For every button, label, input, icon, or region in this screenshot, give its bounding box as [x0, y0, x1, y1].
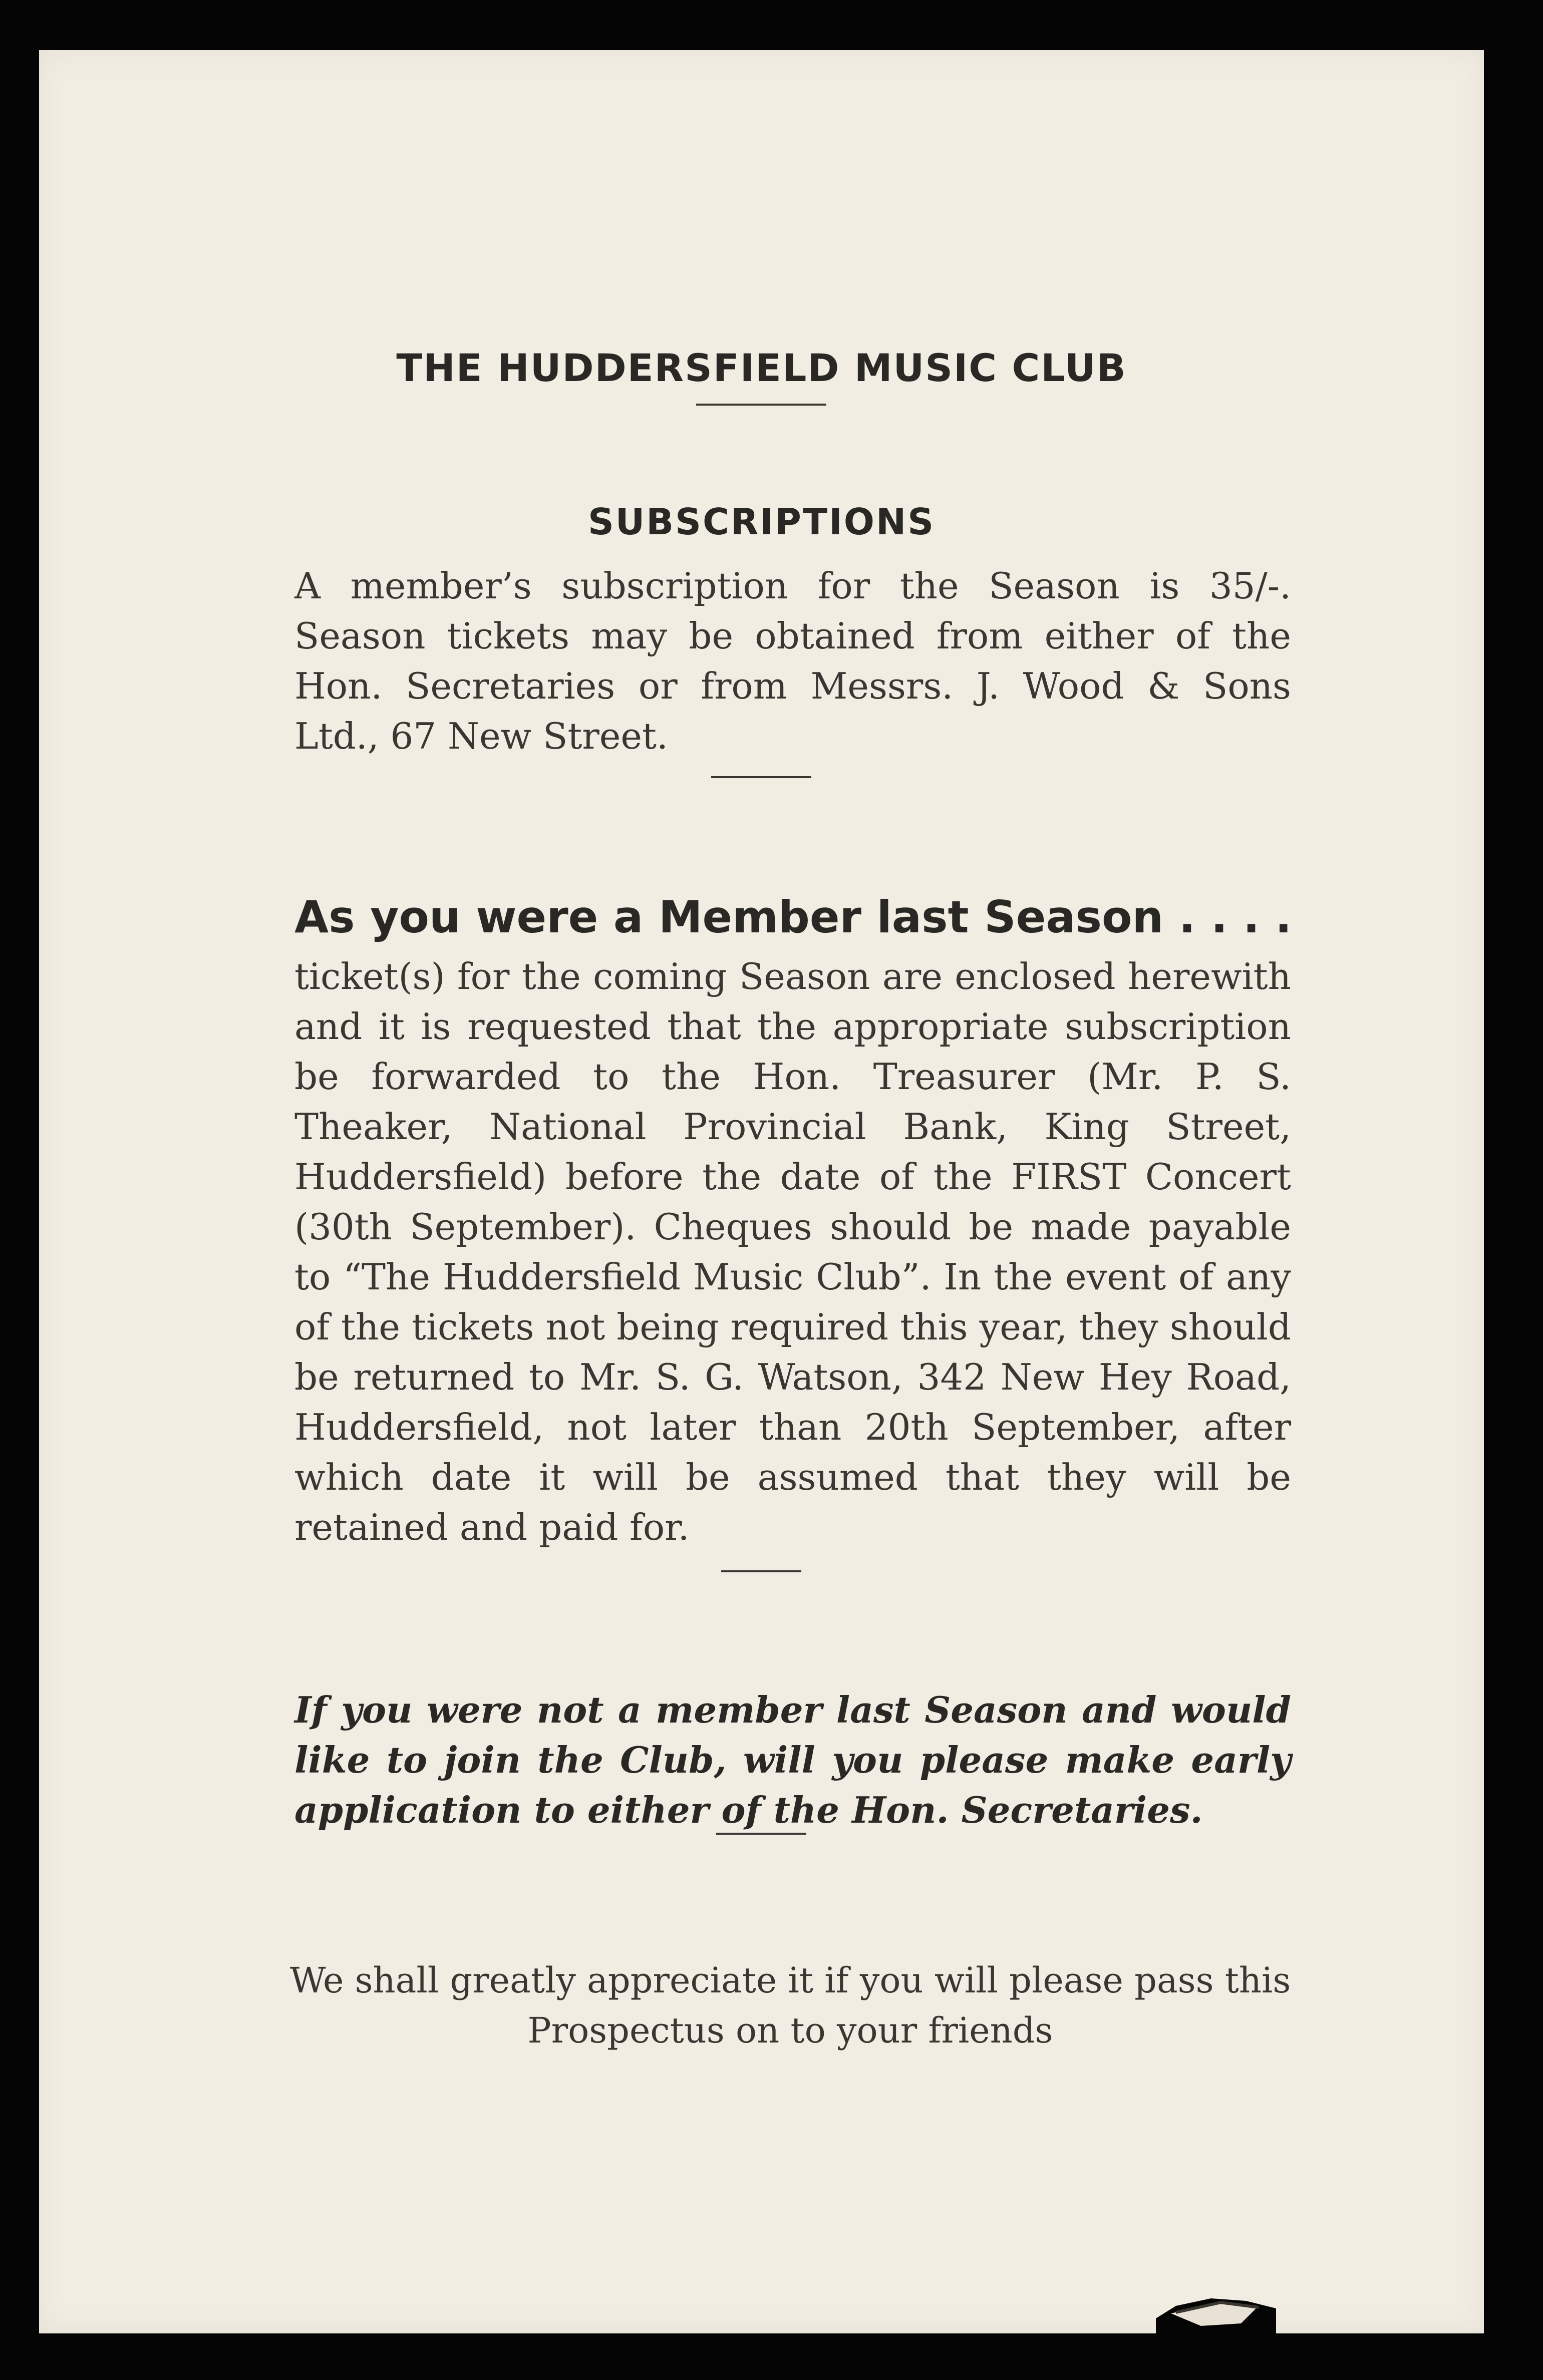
divider-rule [721, 1570, 801, 1572]
subscriptions-text: A member’s subscription for the Season is 35/-. Season tickets may be obtained from either of the Hon. Secretaries or from Messrs. J. Wood & Sons Ltd., 67 New Street. [294, 565, 1291, 757]
footer-line-1: We shall greatly appreciate it if you will please pass this [289, 1960, 1291, 2001]
non-member-text: If you were not a member last Season and would like to join the Club, will you please make early application to either of the Hon. Secretaries. [294, 1688, 1291, 1831]
document-title: THE HUDDERSFIELD MUSIC CLUB [396, 346, 1127, 390]
divider-rule [696, 404, 826, 406]
subscriptions-heading: SUBSCRIPTIONS [587, 501, 936, 543]
footer-line-2: Prospectus on to your friends [527, 2010, 1053, 2051]
member-heading: As you were a Member last Season . . . . [294, 891, 1292, 943]
footer-note [229, 1955, 1351, 2056]
divider-rule [711, 776, 811, 778]
document-page [39, 50, 1484, 2333]
paper-tear [1156, 2288, 1276, 2333]
member-text: ticket(s) for the coming Season are enclosed herewith and it is requested that the appropriate subscription be forwarded to the Hon. Treasurer (Mr. P. S. Theaker, National Provincial Bank, King Street, Huddersfield) before the date of the FIRST Concert (30th September). Cheques should be made payable to “The Huddersfield Music Club”. In the event of any of the tickets not being required this year, they should be returned to Mr. S. G. Watson, 342 New Hey Road, Huddersfield, not later than 20th September, after which date it will be assumed that they will be retained and paid for. [294, 955, 1291, 1548]
divider-rule [716, 1833, 806, 1835]
